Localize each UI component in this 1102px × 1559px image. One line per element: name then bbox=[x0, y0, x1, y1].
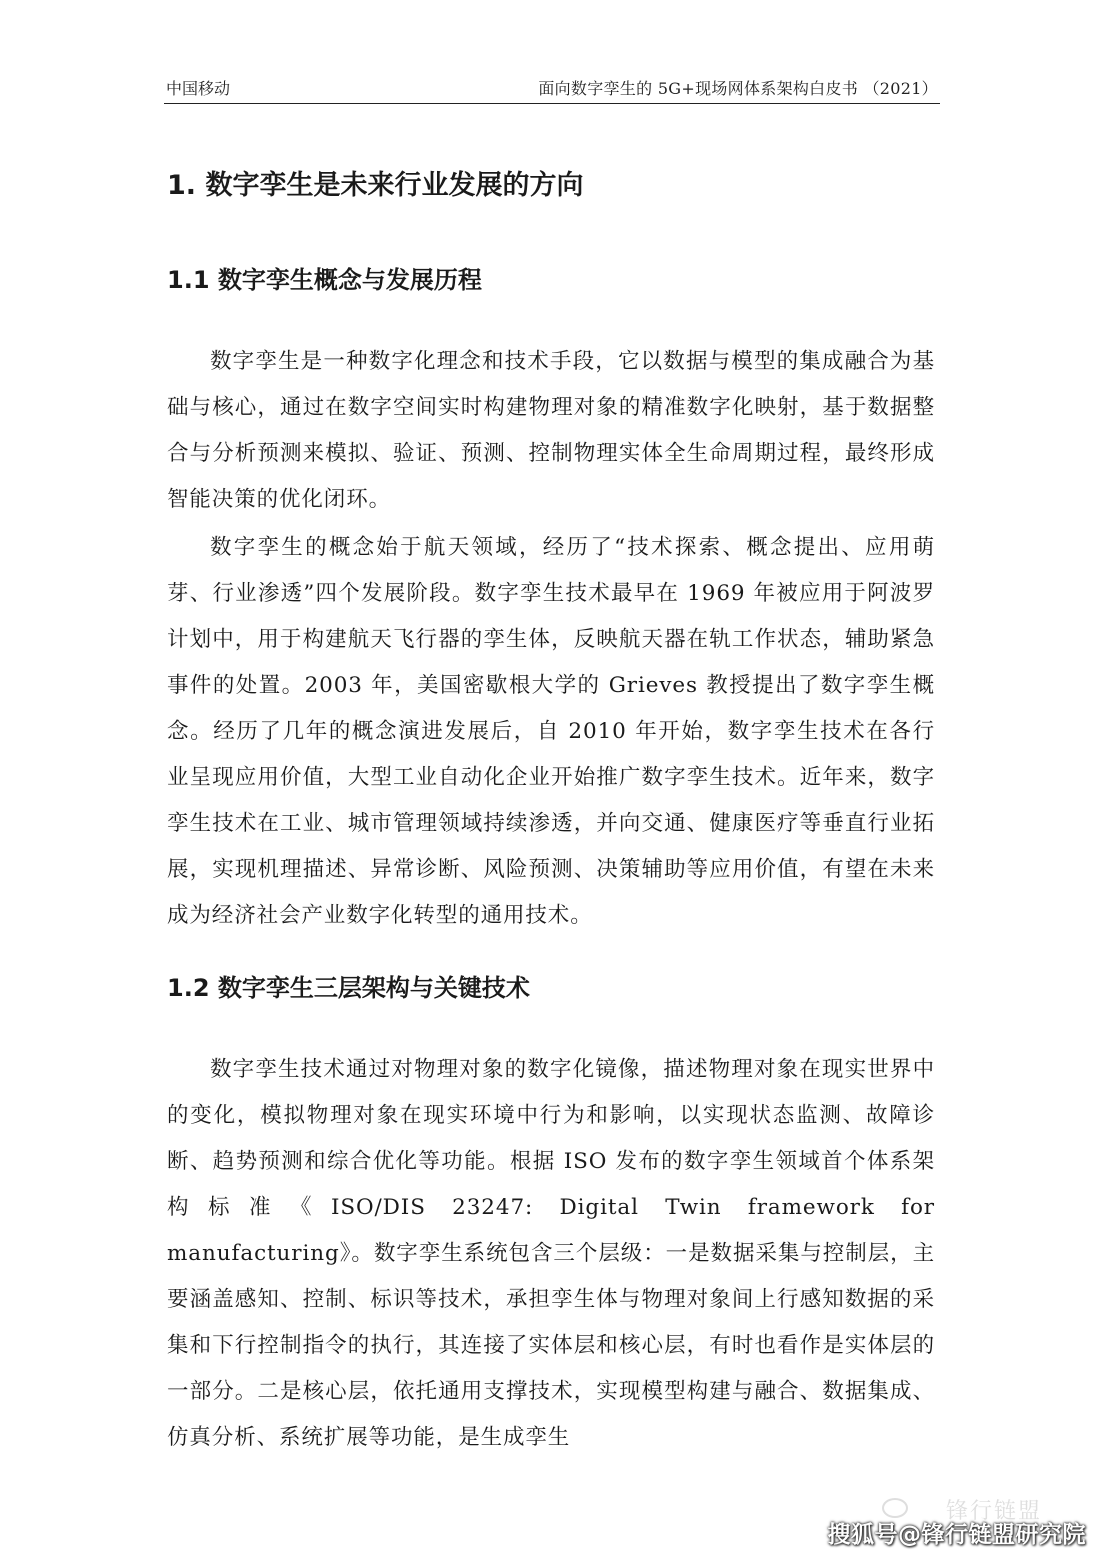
section-1-2-heading: 1.2 数字孪生三层架构与关键技术 bbox=[167, 974, 530, 1002]
section-1-1-heading: 1.1 数字孪生概念与发展历程 bbox=[167, 266, 482, 294]
watermark-text: 搜狐号@锋行链盟研究院 bbox=[827, 1522, 1086, 1548]
paragraph: 数字孪生的概念始于航天领域，经历了“技术探索、概念提出、应用萌芽、行业渗透”四个发展阶段。数字孪生技术最早在 1969 年被应用于阿波罗计划中，用于构建航天飞行器的孪生体，反映航天器在轨工作状态，辅助紧急事件的处置。2003 年，美国密歇根大学的 Grieves 教授提出了数字孪生概念。经历了几年的概念演进发展后，自 2010 年开始，数字孪生技术在各行业呈现应用价值，大型工业自动化企业开始推广数字孪生技术。近年来，数字孪生技术在工业、城市管理领域持续渗透，并向交通、健康医疗等垂直行业拓展，实现机理描述、异常诊断、风险预测、决策辅助等应用价值，有望在未来成为经济社会产业数字化转型的通用技术。 bbox=[167, 535, 935, 928]
header-rule bbox=[164, 103, 940, 104]
page-header bbox=[166, 78, 938, 102]
paragraph: 数字孪生是一种数字化理念和技术手段，它以数据与模型的集成融合为基础与核心，通过在数字空间实时构建物理对象的精准数字化映射，基于数据整合与分析预测来模拟、验证、预测、控制物理实体全生命周期过程，最终形成智能决策的优化闭环。 bbox=[167, 349, 935, 512]
header-doc-title: 面向数字孪生的 5G+现场网体系架构白皮书 （2021） bbox=[538, 79, 938, 98]
watermark-ghost-text: 锋行链盟 bbox=[945, 1499, 1042, 1524]
section-1-heading: 1. 数字孪生是未来行业发展的方向 bbox=[167, 170, 584, 201]
watermark-logo-icon bbox=[882, 1498, 908, 1518]
paragraph: 数字孪生技术通过对物理对象的数字化镜像，描述物理对象在现实世界中的变化，模拟物理对象在现实环境中行为和影响，以实现状态监测、故障诊断、趋势预测和综合优化等功能。根据 ISO 发布的数字孪生领域首个体系架构标准《ISO/DIS 23247: Digital Twin framework for manufacturing》。数字孪生系统包含三个层级：一是数据采集与控制层，主要涵盖感知、控制、标识等技术，承担孪生体与物理对象间上行感知数据的采集和下行控制指令的执行，其连接了实体层和核心层，有时也看作是实体层的一部分。二是核心层，依托通用支撑技术，实现模型构建与融合、数据集成、仿真分析、系统扩展等功能，是生成孪生 bbox=[167, 1057, 935, 1450]
header-org: 中国移动 bbox=[166, 79, 231, 98]
source-watermark bbox=[806, 1494, 1086, 1554]
